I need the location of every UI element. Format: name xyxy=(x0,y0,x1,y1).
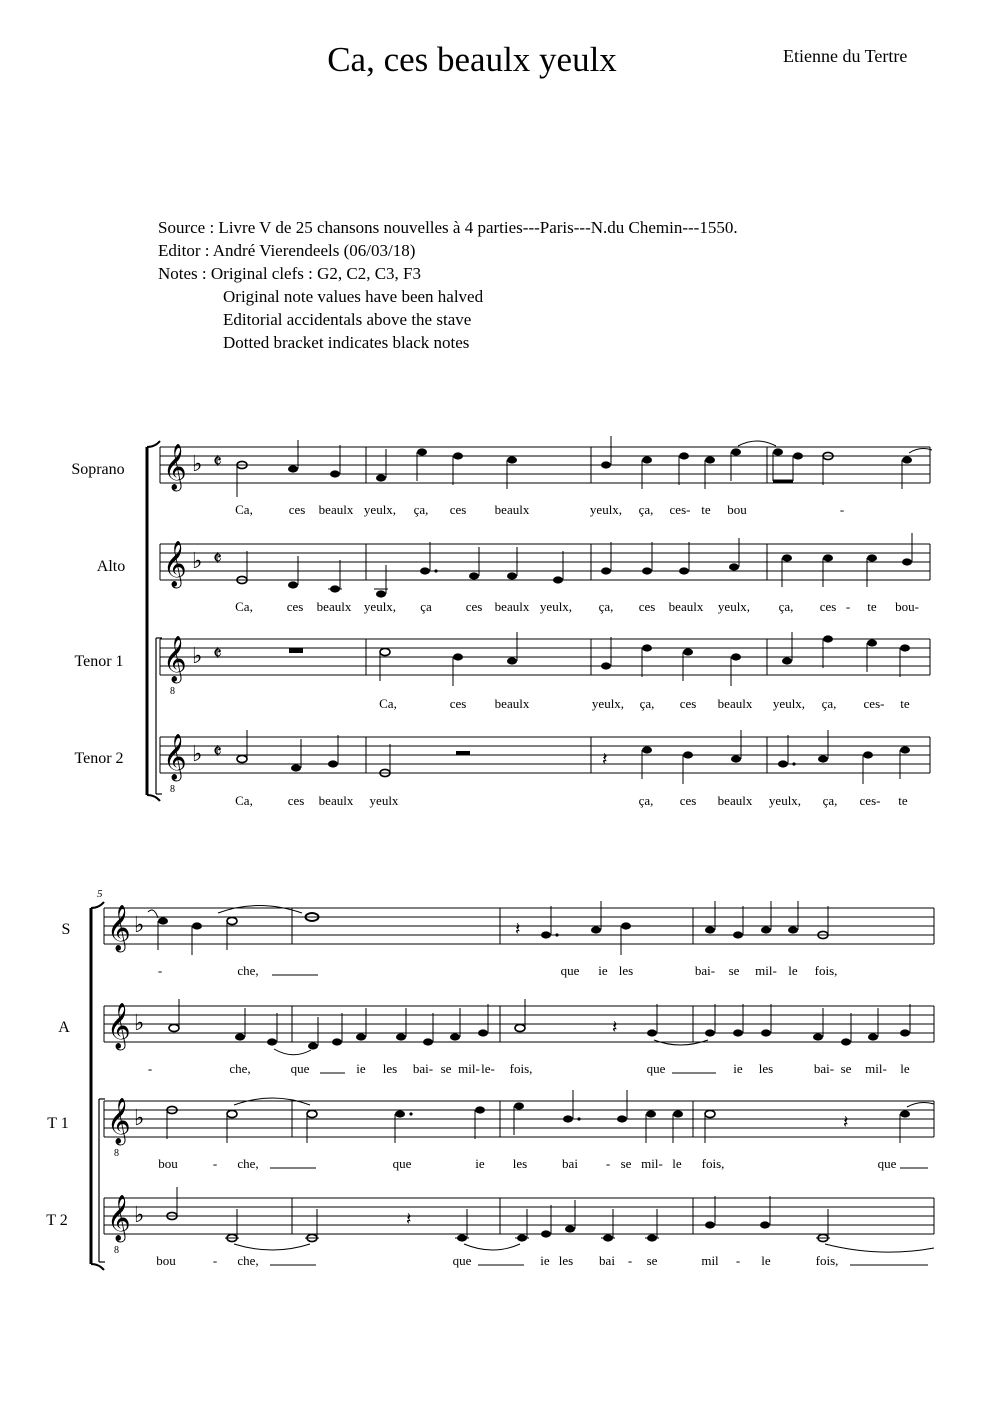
octave-eight-marker: 8 xyxy=(170,686,175,697)
notes-lead-line: Notes : Original clefs : G2, C2, C3, F3 xyxy=(158,264,422,283)
lyric-syllable: bai- xyxy=(412,1061,434,1076)
lyric-syllable: le- xyxy=(481,1061,495,1076)
lyric-syllable: ces xyxy=(287,793,305,808)
lyric-syllable: te xyxy=(898,793,908,808)
lyric-syllable: ces- xyxy=(863,696,885,711)
lyric-syllable: beaulx xyxy=(316,599,352,614)
staff-t1 xyxy=(47,1090,934,1171)
lyric-syllable: te xyxy=(900,696,910,711)
lyric-syllable: que xyxy=(877,1156,897,1171)
lyric-syllable: yeulx, xyxy=(539,599,573,614)
lyric-syllable: bai xyxy=(562,1156,578,1171)
octave-eight-marker: 8 xyxy=(170,784,175,795)
flat-icon: ♭ xyxy=(134,1105,145,1130)
lyric-syllable: bou xyxy=(727,502,747,517)
note-line: Dotted bracket indicates black notes xyxy=(223,333,470,352)
lyrics xyxy=(158,1156,896,1171)
flat-icon: ♭ xyxy=(192,741,203,766)
lyric-syllable: ça, xyxy=(639,696,655,711)
lyric-syllable: mil- xyxy=(865,1061,887,1076)
lyrics xyxy=(235,599,919,614)
lyric-syllable: ça, xyxy=(638,793,654,808)
lyric-syllable: que xyxy=(646,1061,666,1076)
source-line: Source : Livre V de 25 chansons nouvelles à 4 parties---Paris---N.du Chemin---1550. xyxy=(158,218,738,237)
lyric-syllable: se xyxy=(840,1061,852,1076)
half-rest-icon xyxy=(456,751,470,755)
lyric-syllable: les xyxy=(758,1061,774,1076)
lyric-syllable: beaulx xyxy=(494,502,530,517)
lyric-syllable: te xyxy=(701,502,711,517)
lyric-syllable: ie xyxy=(733,1061,743,1076)
lyrics xyxy=(148,1061,910,1076)
lyric-syllable: ces xyxy=(288,502,306,517)
notes xyxy=(237,533,912,598)
lyric-syllable: se xyxy=(620,1156,632,1171)
lyric-syllable: ça, xyxy=(638,502,654,517)
lyric-syllable: - xyxy=(845,599,851,614)
lyric-syllable: ces- xyxy=(669,502,691,517)
lyric-syllable: bai- xyxy=(694,963,716,978)
staff-a xyxy=(58,999,934,1076)
flat-icon: ♭ xyxy=(134,1010,145,1035)
measure-number: 5 xyxy=(97,888,103,900)
lyric-syllable: Ca, xyxy=(235,502,253,517)
lyric-syllable: Ca, xyxy=(235,793,253,808)
editor-line: Editor : André Vierendeels (06/03/18) xyxy=(158,241,416,260)
lyric-syllable: - xyxy=(212,1253,218,1268)
quarter-rest-icon: 𝄽 xyxy=(406,1209,412,1229)
lyrics xyxy=(235,502,844,517)
system-1 xyxy=(71,436,932,808)
lyric-syllable: beaulx xyxy=(318,793,354,808)
flat-icon: ♭ xyxy=(134,912,145,937)
note-line: Original note values have been halved xyxy=(223,287,484,306)
lyric-syllable: - xyxy=(605,1156,611,1171)
part-label: Tenor 1 xyxy=(74,653,124,670)
lyric-syllable: ça, xyxy=(821,696,837,711)
lyric-syllable: - xyxy=(627,1253,633,1268)
notes xyxy=(380,632,910,686)
lyric-syllable: che, xyxy=(237,963,259,978)
lyric-syllable: ça, xyxy=(778,599,794,614)
lyric-syllable: - xyxy=(839,502,845,517)
notes xyxy=(167,1187,830,1242)
lyric-syllable: ces- xyxy=(859,793,881,808)
lyric-syllable: ces xyxy=(679,696,697,711)
staff-alto xyxy=(97,533,930,614)
lyrics xyxy=(235,793,908,808)
notes xyxy=(237,730,910,784)
lyric-syllable: les xyxy=(558,1253,574,1268)
lyric-syllable: ces xyxy=(638,599,656,614)
lyric-syllable: - xyxy=(157,963,163,978)
lyric-syllable: les xyxy=(382,1061,398,1076)
lyric-syllable: bou xyxy=(158,1156,178,1171)
flat-icon: ♭ xyxy=(192,643,203,668)
lyric-syllable: mil- xyxy=(641,1156,663,1171)
lyric-syllable: ie xyxy=(356,1061,366,1076)
lyric-syllable: che, xyxy=(237,1253,259,1268)
lyric-syllable: Ca, xyxy=(235,599,253,614)
lyric-syllable: ces xyxy=(449,502,467,517)
treble-clef-icon: 𝄞 xyxy=(163,734,187,779)
lyric-syllable: yeulx, xyxy=(591,696,625,711)
lyric-syllable: ça xyxy=(420,599,432,614)
lyric-syllable: les xyxy=(512,1156,528,1171)
lyric-syllable: le xyxy=(900,1061,910,1076)
lyric-syllable: mil- xyxy=(458,1061,480,1076)
lyric-syllable: ces xyxy=(679,793,697,808)
lyric-syllable: se xyxy=(728,963,740,978)
part-label: T 2 xyxy=(46,1212,68,1229)
treble-clef-icon: 𝄞 xyxy=(107,1195,131,1240)
treble-clef-icon: 𝄞 xyxy=(107,905,131,950)
lyric-syllable: se xyxy=(440,1061,452,1076)
part-label: S xyxy=(61,921,71,938)
part-label: T 1 xyxy=(47,1115,69,1132)
lyric-syllable: bou xyxy=(156,1253,176,1268)
lyric-syllable: fois, xyxy=(815,1253,839,1268)
lyric-syllable: mil xyxy=(701,1253,719,1268)
lyric-syllable: ie xyxy=(598,963,608,978)
lyric-syllable: ces xyxy=(465,599,483,614)
lyric-syllable: bai xyxy=(599,1253,615,1268)
lyric-syllable: yeulx, xyxy=(589,502,623,517)
lyric-syllable: bai- xyxy=(813,1061,835,1076)
page-title: Ca, ces beaulx yeulx xyxy=(327,40,617,79)
treble-clef-icon: 𝄞 xyxy=(163,444,187,489)
notes xyxy=(237,436,912,497)
lyric-syllable: yeulx xyxy=(369,793,399,808)
staff-t2 xyxy=(46,1187,934,1268)
lyric-syllable: Ca, xyxy=(379,696,397,711)
treble-clef-icon: 𝄞 xyxy=(163,541,187,586)
common-cut-time-icon: 𝄵 xyxy=(213,548,222,570)
lyric-syllable: bou- xyxy=(895,599,919,614)
lyric-syllable: ça, xyxy=(413,502,429,517)
lyric-syllable: - xyxy=(735,1253,741,1268)
flat-icon: ♭ xyxy=(192,451,203,476)
lyric-syllable: mil- xyxy=(755,963,777,978)
lyric-syllable: que xyxy=(392,1156,412,1171)
lyric-syllable: ie xyxy=(475,1156,485,1171)
quarter-rest-icon: 𝄽 xyxy=(602,749,608,769)
lyric-syllable: ces xyxy=(449,696,467,711)
whole-rest-icon xyxy=(289,648,303,653)
lyric-syllable: le xyxy=(788,963,798,978)
lyric-syllable: le xyxy=(761,1253,771,1268)
lyric-syllable: fois, xyxy=(701,1156,725,1171)
treble-clef-icon: 𝄞 xyxy=(107,1098,131,1143)
lyric-syllable: fois, xyxy=(814,963,838,978)
lyrics xyxy=(156,1253,838,1268)
lyric-syllable: que xyxy=(290,1061,310,1076)
lyric-syllable: que xyxy=(560,963,580,978)
lyric-syllable: yeulx, xyxy=(772,696,806,711)
common-cut-time-icon: 𝄵 xyxy=(213,741,222,763)
staff-tenor-2 xyxy=(74,730,930,808)
staff-tenor-1 xyxy=(74,632,930,711)
lyric-syllable: yeulx, xyxy=(717,599,751,614)
lyric-syllable: yeulx, xyxy=(768,793,802,808)
flat-icon: ♭ xyxy=(192,548,203,573)
lyric-syllable: beaulx xyxy=(668,599,704,614)
lyric-syllable: ie xyxy=(540,1253,550,1268)
lyric-syllable: ça, xyxy=(822,793,838,808)
lyric-syllable: beaulx xyxy=(717,696,753,711)
lyric-syllable: le xyxy=(672,1156,682,1171)
lyric-syllable: yeulx, xyxy=(363,599,397,614)
lyric-syllable: che, xyxy=(229,1061,251,1076)
lyric-syllable: - xyxy=(212,1156,218,1171)
part-label: Tenor 2 xyxy=(74,750,124,767)
note-line: Editorial accidentals above the stave xyxy=(223,310,472,329)
lyric-syllable: beaulx xyxy=(494,599,530,614)
part-label: A xyxy=(58,1019,70,1036)
lyric-syllable: ces xyxy=(819,599,837,614)
lyric-syllable: - xyxy=(147,1061,153,1076)
quarter-rest-icon: 𝄽 xyxy=(843,1112,849,1132)
staff-s xyxy=(62,901,934,978)
lyric-syllable: beaulx xyxy=(717,793,753,808)
staff-soprano xyxy=(71,436,932,517)
octave-eight-marker: 8 xyxy=(114,1245,119,1256)
lyric-syllable: que xyxy=(452,1253,472,1268)
octave-eight-marker: 8 xyxy=(114,1148,119,1159)
flat-icon: ♭ xyxy=(134,1202,145,1227)
treble-clef-icon: 𝄞 xyxy=(107,1003,131,1048)
lyric-syllable: se xyxy=(646,1253,658,1268)
lyric-syllable: les xyxy=(618,963,634,978)
lyric-syllable: fois, xyxy=(509,1061,533,1076)
lyric-syllable: che, xyxy=(237,1156,259,1171)
part-label: Soprano xyxy=(71,461,125,478)
lyric-syllable: beaulx xyxy=(318,502,354,517)
common-cut-time-icon: 𝄵 xyxy=(213,643,222,665)
lyric-syllable: te xyxy=(867,599,877,614)
lyric-syllable: beaulx xyxy=(494,696,530,711)
quarter-rest-icon: 𝄽 xyxy=(612,1017,618,1037)
lyric-syllable: ça, xyxy=(598,599,614,614)
part-label: Alto xyxy=(96,558,126,575)
quarter-rest-icon: 𝄽 xyxy=(515,919,521,939)
composer-name: Etienne du Tertre xyxy=(783,46,908,66)
notes xyxy=(158,901,828,955)
lyric-syllable: yeulx, xyxy=(363,502,397,517)
treble-clef-icon: 𝄞 xyxy=(163,636,187,681)
common-cut-time-icon: 𝄵 xyxy=(213,451,222,473)
lyric-syllable: ces xyxy=(286,599,304,614)
system-2 xyxy=(46,888,934,1270)
lyrics xyxy=(379,696,910,711)
lyrics xyxy=(158,963,838,978)
